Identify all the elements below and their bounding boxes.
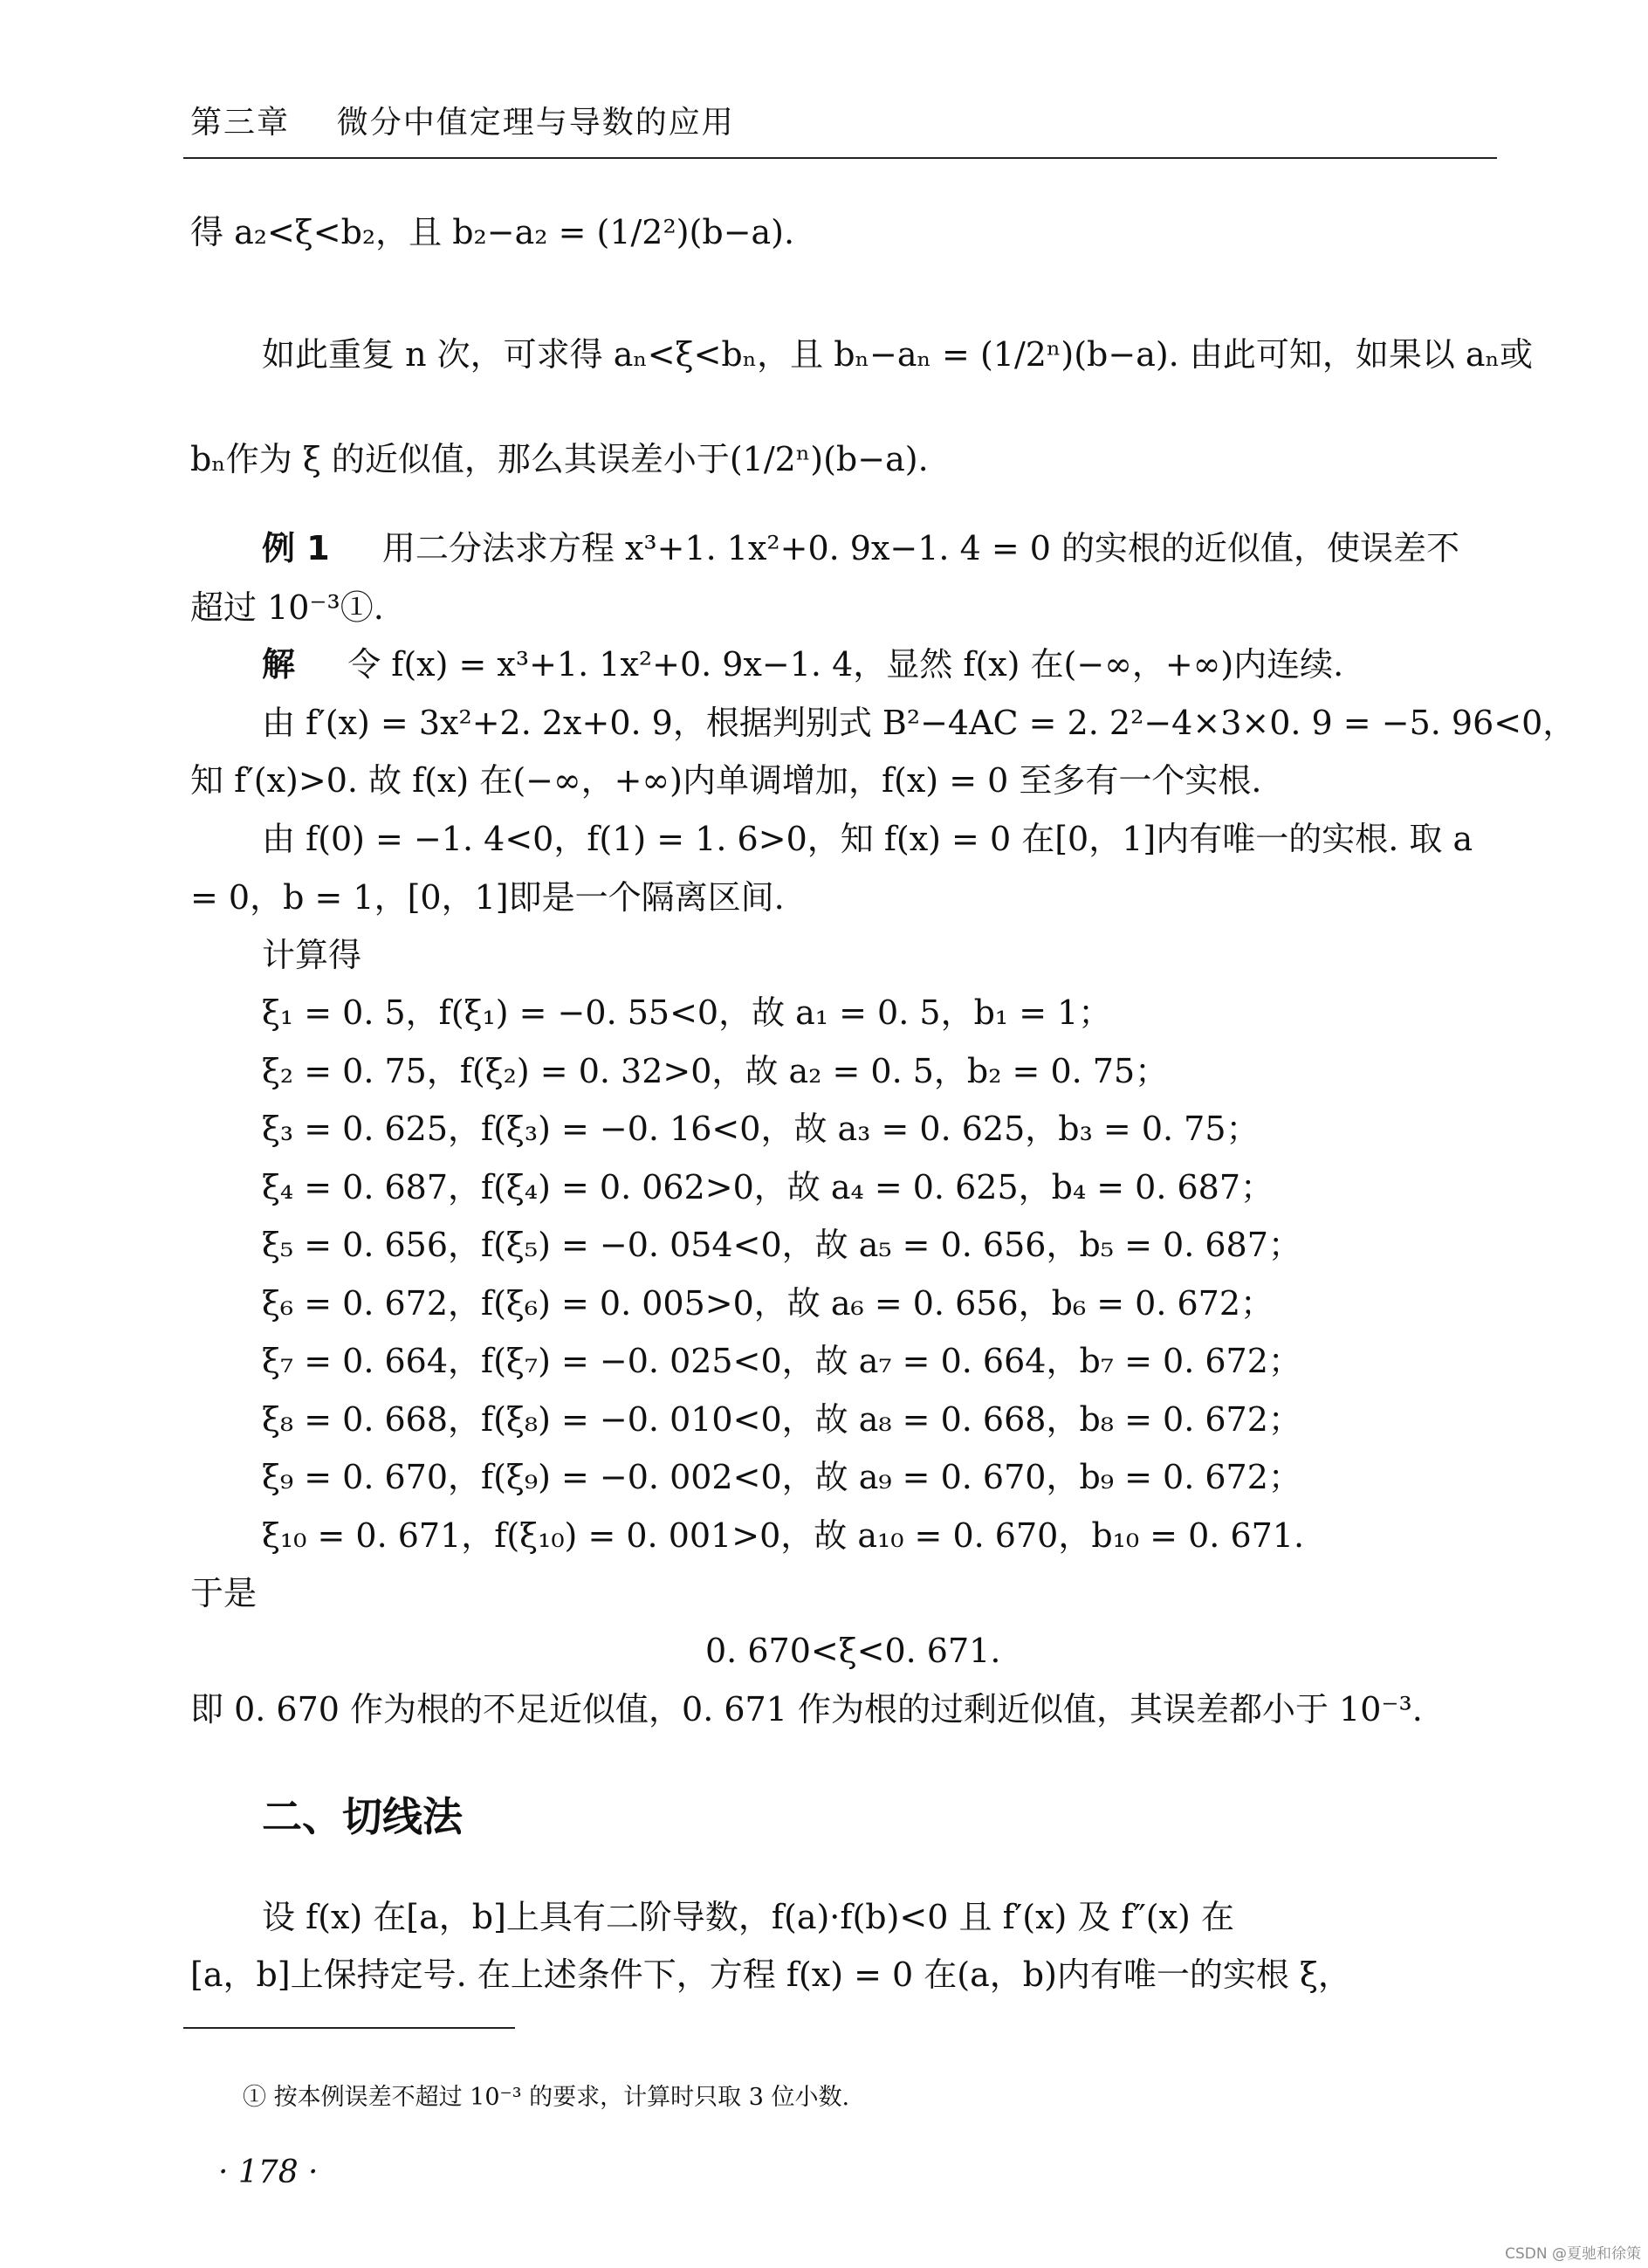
text-line: 计算得 [262,936,362,974]
example-label: 例 1 [262,529,330,567]
iteration-line: ξ₁ = 0. 5，f(ξ₁) = −0. 55<0，故 a₁ = 0. 5，b₁ = 1； [262,993,1112,1032]
iteration-line: ξ₁₀ = 0. 671，f(ξ₁₀) = 0. 001>0，故 a₁₀ = 0. 670，b₁₀ = 0. 671. [262,1516,1305,1555]
footnote: ① 按本例误差不超过 10⁻³ 的要求，计算时只取 3 位小数. [243,2084,850,2111]
iteration-line: ξ₇ = 0. 664，f(ξ₇) = −0. 025<0，故 a₇ = 0. 664，b₇ = 0. 672； [262,1342,1301,1380]
iteration-line: ξ₄ = 0. 687，f(ξ₄) = 0. 062>0，故 a₄ = 0. 625，b₄ = 0. 687； [262,1168,1274,1206]
text-line: 得 a₂<ξ<b₂，且 b₂−a₂ = (1/2²)(b−a). [190,213,795,251]
iteration-line: ξ₃ = 0. 625，f(ξ₃) = −0. 16<0，故 a₃ = 0. 625，b₃ = 0. 75； [262,1110,1260,1148]
text-line: 知 f′(x)>0. 故 f(x) 在(−∞，+∞)内单调增加，f(x) = 0 至多有一个实根. [190,761,1262,800]
text-line: = 0，b = 1，[0，1]即是一个隔离区间. [190,878,785,917]
text-line: 如此重复 n 次，可求得 aₙ<ξ<bₙ，且 bₙ−aₙ = (1/2ⁿ)(b−a). 由此可知，如果以 aₙ或 [262,335,1534,374]
text-line: 设 f(x) 在[a，b]上具有二阶导数，f(a)·f(b)<0 且 f′(x) 及 f″(x) 在 [262,1898,1234,1936]
iteration-line: ξ₉ = 0. 670，f(ξ₉) = −0. 002<0，故 a₉ = 0. 670，b₉ = 0. 672； [262,1458,1301,1496]
text-line: 由 f′(x) = 3x²+2. 2x+0. 9，根据判别式 B²−4AC = 2. 2²−4×3×0. 9 = −5. 96<0， [262,704,1576,742]
section-heading: 二、切线法 [262,1793,463,1840]
example-text: 用二分法求方程 x³+1. 1x²+0. 9x−1. 4 = 0 的实根的近似值，使误差不 [381,529,1460,567]
header-rule [183,157,1497,159]
iteration-line: ξ₈ = 0. 668，f(ξ₈) = −0. 010<0，故 a₈ = 0. 668，b₈ = 0. 672； [262,1400,1301,1439]
solution-label: 解 [262,645,296,684]
text-line: 即 0. 670 作为根的不足近似值，0. 671 作为根的过剩近似值，其误差都小于 10⁻³. [190,1690,1423,1728]
text-line: 超过 10⁻³①. [190,588,384,627]
text-line: [a，b]上保持定号. 在上述条件下，方程 f(x) = 0 在(a，b)内有唯一的实根 ξ， [190,1955,1351,1994]
text-line: 于是 [190,1574,258,1612]
iteration-line: ξ₂ = 0. 75，f(ξ₂) = 0. 32>0，故 a₂ = 0. 5，b₂ = 0. 75； [262,1052,1169,1090]
display-inequality: 0. 670<ξ<0. 671. [705,1632,1001,1670]
running-head: 第三章 微分中值定理与导数的应用 [190,105,735,141]
solution-text: 令 f(x) = x³+1. 1x²+0. 9x−1. 4，显然 f(x) 在(−∞，+∞)内连续. [347,645,1344,684]
watermark: CSDN @夏驰和徐策 [1505,2245,1641,2263]
text-line: bₙ作为 ξ 的近似值，那么其误差小于(1/2ⁿ)(b−a). [190,440,929,478]
page-number: · 178 · [218,2155,319,2190]
footnote-rule [183,2027,515,2029]
example-line [262,524,1459,573]
iteration-line: ξ₅ = 0. 656，f(ξ₅) = −0. 054<0，故 a₅ = 0. 656，b₅ = 0. 687； [262,1226,1301,1264]
text-line: 由 f(0) = −1. 4<0，f(1) = 1. 6>0，知 f(x) = 0 在[0，1]内有唯一的实根. 取 a [262,820,1473,858]
iteration-line: ξ₆ = 0. 672，f(ξ₆) = 0. 005>0，故 a₆ = 0. 656，b₆ = 0. 672； [262,1284,1274,1323]
solution-line [262,640,1343,689]
